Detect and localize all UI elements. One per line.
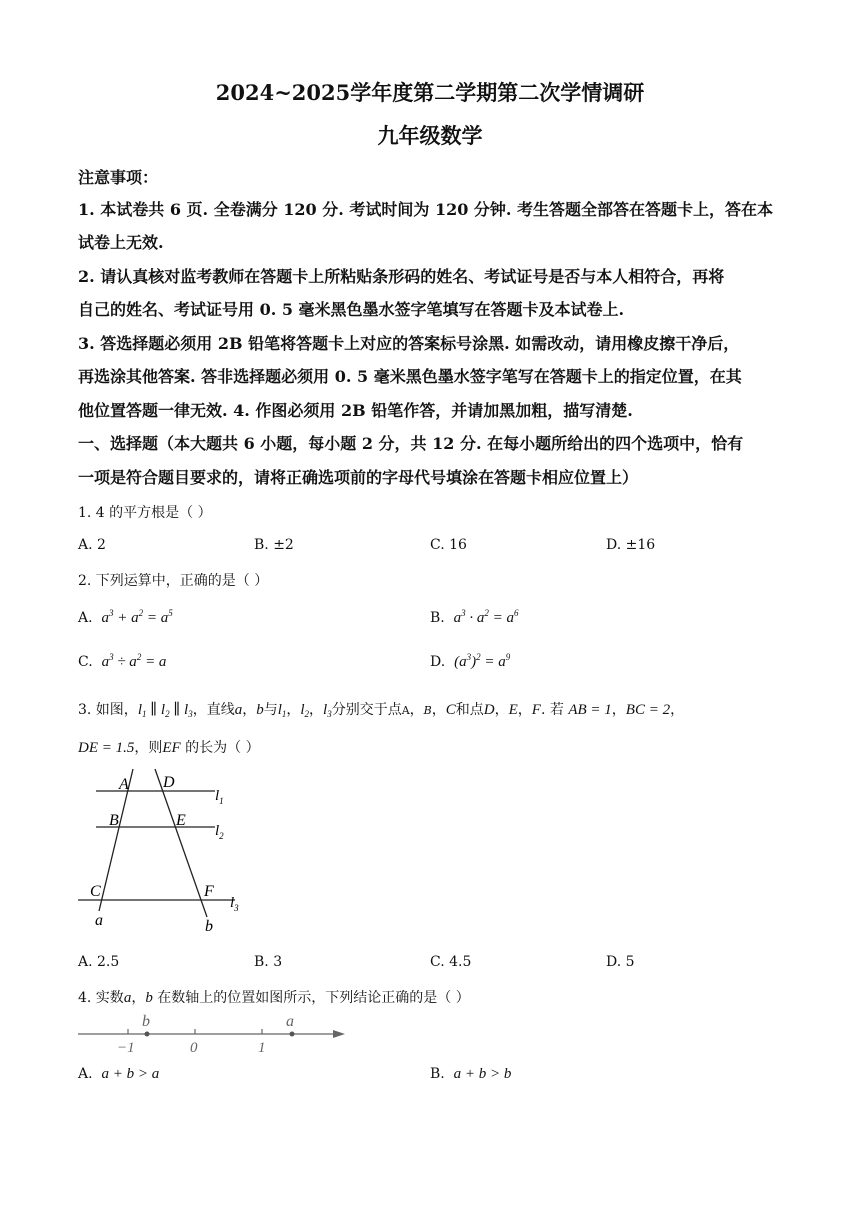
q4-stem: 4. 实数a，b 在数轴上的位置如图所示，下列结论正确的是（ ） <box>78 990 470 1006</box>
notes-line: 3. 答选择题必须用 2B 铅笔将答题卡上对应的答案标号涂黑. 如需改动，请用橡皮擦干净后， <box>78 334 740 353</box>
tick-label-1: 1 <box>258 1040 266 1056</box>
label-D: D <box>163 774 175 791</box>
q1-option-b: B. ±2 <box>254 537 294 553</box>
q4-option-b: B. a + b > b <box>430 1066 512 1082</box>
q3-stem: 3. 如图，$l_1$ ∥ $l_2$ ∥ $l_3$，直线a，b与$l_1$，$l_2$，$l_3$分别交于点A，B，C和点D，E，F. 若 AB = 1，BC = 2， <box>78 702 685 719</box>
notes-line: 2. 请认真核对监考教师在答题卡上所粘贴条形码的姓名、考试证号是否与本人相符合，再将 <box>78 267 725 286</box>
section-heading: 一、选择题（本大题共 6 小题，每小题 2 分，共 12 分. 在每小题所给出的四个选项中，恰有 <box>78 434 744 453</box>
label-a: a <box>95 912 103 929</box>
exam-title: 2024~2025学年度第二学期第二次学情调研 <box>215 80 645 105</box>
axis-arrow <box>333 1030 345 1038</box>
label-C: C <box>90 883 101 900</box>
q2-option-b: B. $a^3 \cdot a^2 = a^6$ <box>430 608 519 626</box>
q2-stem: 2. 下列运算中，正确的是（ ） <box>78 573 269 589</box>
q1-option-a: A. 2 <box>78 537 106 553</box>
label-l2: $l_2$ <box>215 823 224 841</box>
q4-option-a: A. a + b > a <box>78 1066 160 1082</box>
q4-number-line <box>75 1012 350 1060</box>
exam-subtitle: 九年级数学 <box>377 123 483 148</box>
q3-option-d: D. 5 <box>606 954 635 970</box>
notes-line: 他位置答题一律无效. 4. 作图必须用 2B 铅笔作答，并请加黑加粗，描写清楚. <box>78 401 633 420</box>
notes-line: 再选涂其他答案. 答非选择题必须用 0. 5 毫米黑色墨水签字笔写在答题卡上的指定位置，在其 <box>78 367 742 386</box>
notes-heading: 注意事项： <box>78 168 159 187</box>
label-l3: $l_3$ <box>230 895 239 913</box>
point-label-b: b <box>142 1013 150 1030</box>
notes-line: 试卷上无效. <box>78 233 164 252</box>
section-heading-cont: 一项是符合题目要求的，请将正确选项前的字母代号填涂在答题卡相应位置上） <box>78 468 639 487</box>
q1-option-d: D. ±16 <box>606 537 656 553</box>
label-b: b <box>205 918 213 935</box>
notes-line: 自己的姓名、考试证号用 0. 5 毫米黑色墨水签字笔填写在答题卡及本试卷上. <box>78 300 625 319</box>
q3-stem-cont: DE = 1.5，则EF 的长为（ ） <box>78 740 260 756</box>
label-B: B <box>109 812 119 829</box>
q3-option-c: C. 4.5 <box>430 954 472 970</box>
q3-option-a: A. 2.5 <box>78 954 120 970</box>
label-F: F <box>204 883 214 900</box>
point-a <box>290 1032 295 1037</box>
label-A: A <box>119 776 129 793</box>
label-l1: $l_1$ <box>215 788 224 806</box>
q2-option-a: A. $a^3 + a^2 = a^5$ <box>78 608 173 626</box>
q1-stem: 1. 4 的平方根是（ ） <box>78 505 212 521</box>
notes-line: 1. 本试卷共 6 页. 全卷满分 120 分. 考试时间为 120 分钟. 考生答题全部答在答题卡上，答在本 <box>78 200 774 219</box>
label-E: E <box>176 812 186 829</box>
q1-option-c: C. 16 <box>430 537 467 553</box>
tick-label-0: 0 <box>190 1040 198 1056</box>
q2-option-d: D. $(a^3)^2 = a^9$ <box>430 652 511 670</box>
q3-option-b: B. 3 <box>254 954 283 970</box>
q2-option-c: C. $a^3 \div a^2 = a$ <box>78 652 167 670</box>
q3-parallel-lines-figure <box>75 765 250 940</box>
point-b <box>145 1032 150 1037</box>
point-label-a: a <box>286 1013 294 1030</box>
tick-label-minus1: −1 <box>117 1040 135 1056</box>
